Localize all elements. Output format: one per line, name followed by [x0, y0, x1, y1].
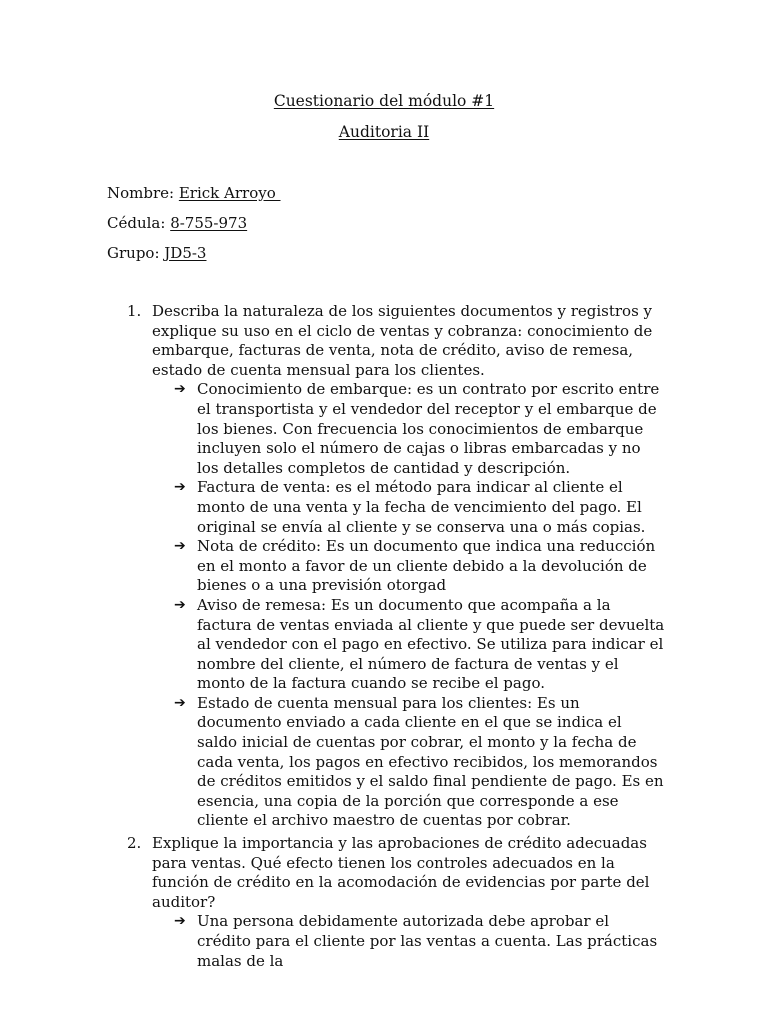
- answer-item: [174, 537, 665, 596]
- arrow-bullet-icon: ➔: [174, 381, 186, 398]
- group-value: JD5-3: [164, 244, 207, 262]
- group-field: [107, 244, 206, 262]
- answer-text: Nota de crédito: Es un documento que indica una reducción en el monto a favor de un cliente debido a la devolución de bienes o a una previsión otorgad: [197, 537, 656, 595]
- answer-item: [174, 380, 665, 478]
- answer-text: Estado de cuenta mensual para los clientes: Es un documento enviado a cada cliente en el que se indica el saldo inicial de cuentas por cobrar, el monto y la fecha de cada venta, los pagos en efectivo recibidos, los memorandos de créditos emitidos y el saldo final pendiente de pago. Es en esencia, una copia de la porción que corresponde a ese cliente el archivo maestro de cuentas por cobrar.: [197, 693, 664, 830]
- question-number: 2.: [127, 834, 142, 852]
- name-field: [107, 184, 281, 202]
- arrow-bullet-icon: ➔: [174, 538, 186, 555]
- answer-item: [174, 912, 665, 971]
- answer-text: Factura de venta: es el método para indicar al cliente el monto de una venta y la fecha de vencimiento del pago. El original se envía al cliente y se conserva una o más copias.: [197, 478, 646, 536]
- answer-text: Una persona debidamente autorizada debe aprobar el crédito para el cliente por las ventas a cuenta. Las prácticas malas de la: [197, 912, 658, 970]
- arrow-bullet-icon: ➔: [174, 694, 186, 711]
- answer-item: [174, 595, 665, 694]
- id-field: [107, 214, 247, 232]
- id-value: 8-755-973: [170, 214, 248, 232]
- answer-item: [174, 478, 665, 537]
- name-value: Erick Arroyo: [178, 184, 281, 202]
- name-label: Nombre:: [107, 184, 179, 202]
- answer-text: Aviso de remesa: Es un documento que acompaña a la factura de ventas enviada al cliente y que puede ser devuelta al vendedor con el pago en efectivo. Se utiliza para indicar el nombre del cliente, el número de factura de ventas y el monto de la factura cuando se recibe el pago.: [197, 595, 665, 693]
- question-text: Explique la importancia y las aprobaciones de crédito adecuadas para ventas. Qué efecto tienen los controles adecuados en la función de crédito en la acomodación de evidencias por parte del auditor?: [152, 834, 650, 911]
- question-number: 1.: [127, 302, 142, 320]
- answer-item: [174, 693, 665, 831]
- arrow-bullet-icon: ➔: [174, 596, 186, 613]
- answer-text: Conocimiento de embarque: es un contrato por escrito entre el transportista y el vendedor del receptor y el embarque de los bienes. Con frecuencia los conocimientos de embarque incluyen solo el número de cajas o libras embarcadas y no los detalles completos de cantidad y descripción.: [197, 380, 660, 477]
- question-1: [127, 302, 665, 831]
- group-label: Grupo:: [107, 244, 165, 262]
- document-title: Cuestionario del módulo #1: [273, 92, 495, 110]
- question-2: [127, 834, 657, 971]
- arrow-bullet-icon: ➔: [174, 479, 186, 496]
- question-text: Describa la naturaleza de los siguientes documentos y registros y explique su uso en el ciclo de ventas y cobranza: conocimiento de embarque, facturas de venta, nota de crédito, aviso de remesa, estado de cuenta mensual para los clientes.: [152, 302, 653, 379]
- arrow-bullet-icon: ➔: [174, 913, 186, 930]
- document-subtitle: Auditoria II: [338, 123, 430, 141]
- id-label: Cédula:: [107, 214, 171, 232]
